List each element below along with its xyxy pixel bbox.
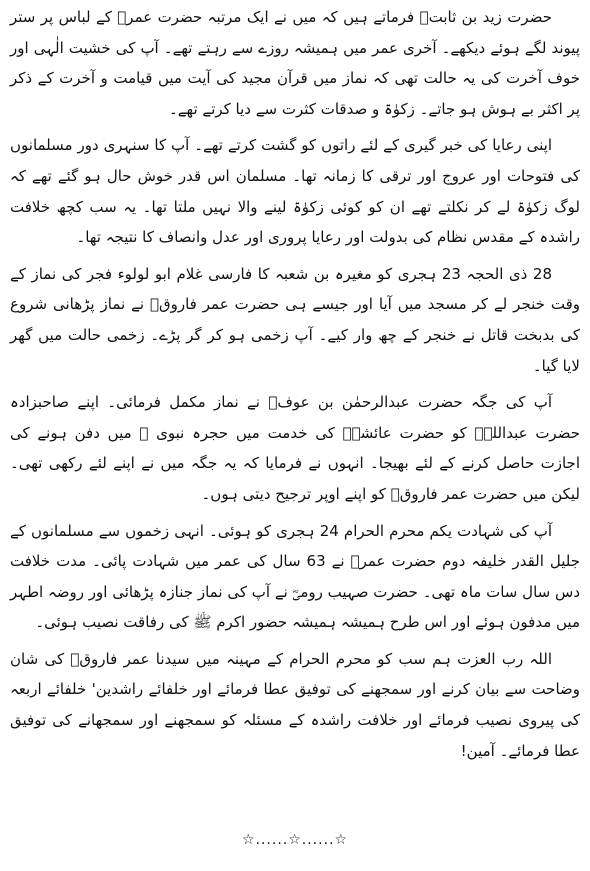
- paragraph-1: حضرت زید بن ثابتؓ فرماتے ہیں کہ میں نے ایک مرتبہ حضرت عمرؓ کے لباس پر ستر پیوند لگے ہوئے دیکھے۔ آخری عمر میں ہمیشہ روزے سے رہتے تھے۔ آپ کی خشیت الٰہی اور خوف آخرت کی یہ حالت تھی کہ نماز میں قرآن مجید کی آیت میں قیامت و آخرت کے ذکر پر اکثر بے ہوش ہو جاتے۔ زکوٰۃ و صدقات کثرت سے دیا کرتے تھے۔: [10, 8, 580, 118]
- paragraph-4: آپ کی جگہ حضرت عبدالرحمٰن بن عوفؓ نے نماز مکمل فرمائی۔ اپنے صاحبزادہ حضرت عبداللہؓ کو حضرت عائشہؓ کی خدمت میں حجرہ نبوی ﷺ میں دفن ہونے کی اجازت حاصل کرنے کے لئے بھیجا۔ انہوں نے فرمایا کہ یہ جگہ میں نے اپنے لئے رکھی تھی۔ لیکن میں حضرت عمر فاروقؓ کو اپنے اوپر ترجیح دیتی ہوں۔: [10, 393, 580, 503]
- paragraph-3: 28 ذی الحجہ 23 ہجری کو مغیرہ بن شعبہ کا فارسی غلام ابو لولوء فجر کی نماز کے وقت خنجر لے کر مسجد میں آیا اور جیسے ہی حضرت عمر فاروقؓ نے نماز پڑھانی شروع کی بدبخت قاتل نے خنجر کے چھ وار کیے۔ آپ زخمی ہو کر گر پڑے۔ زخمی حالت میں گھر لایا گیا۔: [10, 264, 580, 375]
- paragraph-5: آپ کی شہادت یکم محرم الحرام 24 ہجری کو ہوئی۔ انہی زخموں سے مسلمانوں کے جلیل القدر خلیفہ دوم حضرت عمرؓ نے 63 سال کی عمر میں شہادت پائی۔ مدت خلافت دس سال سات ماہ تھی۔ حضرت صہیب رومیؓ نے آپ کی نماز جنازہ پڑھائی اور روضہ اطہر میں مدفون ہوئے اور اس طرح ہمیشہ ہمیشہ حضور اکرم ﷺ کی رفاقت نصیب ہوئی۔: [10, 521, 581, 632]
- paragraph-2: اپنی رعایا کی خبر گیری کے لئے راتوں کو گشت کرتے تھے۔ آپ کا سنہری دور مسلمانوں کی فتوحات اور عروج اور ترقی کا زمانہ تھا۔ مسلمان اس قدر خوش حال ہو گئے تھے کہ لوگ زکوٰۃ لے کر نکلتے تھے ان کو کوئی زکوٰۃ لینے والا نہیں ملتا تھا۔ یہ سب کچھ خلافت راشدہ کے مقدس نظام کی بدولت اور رعایا پروری اور عدل وانصاف کا نتیجہ تھا۔: [10, 136, 580, 247]
- document-page: [6, 2, 584, 864]
- paragraph-6: اللہ رب العزت ہم سب کو محرم الحرام کے مہینہ میں سیدنا عمر فاروقؓ کی شان وضاحت سے بیان کرنے اور سمجھنے کی توفیق عطا فرمائے اور خلفائے راشدین' خلفائے اربعہ کی پیروی نصیب فرمائے اور خلافت راشدہ کے مسئلہ کو سمجھنے اور سمجھانے کی توفیق عطا فرمائے۔ آمین!: [10, 649, 580, 760]
- footer-separator: ☆......☆......☆: [241, 832, 349, 848]
